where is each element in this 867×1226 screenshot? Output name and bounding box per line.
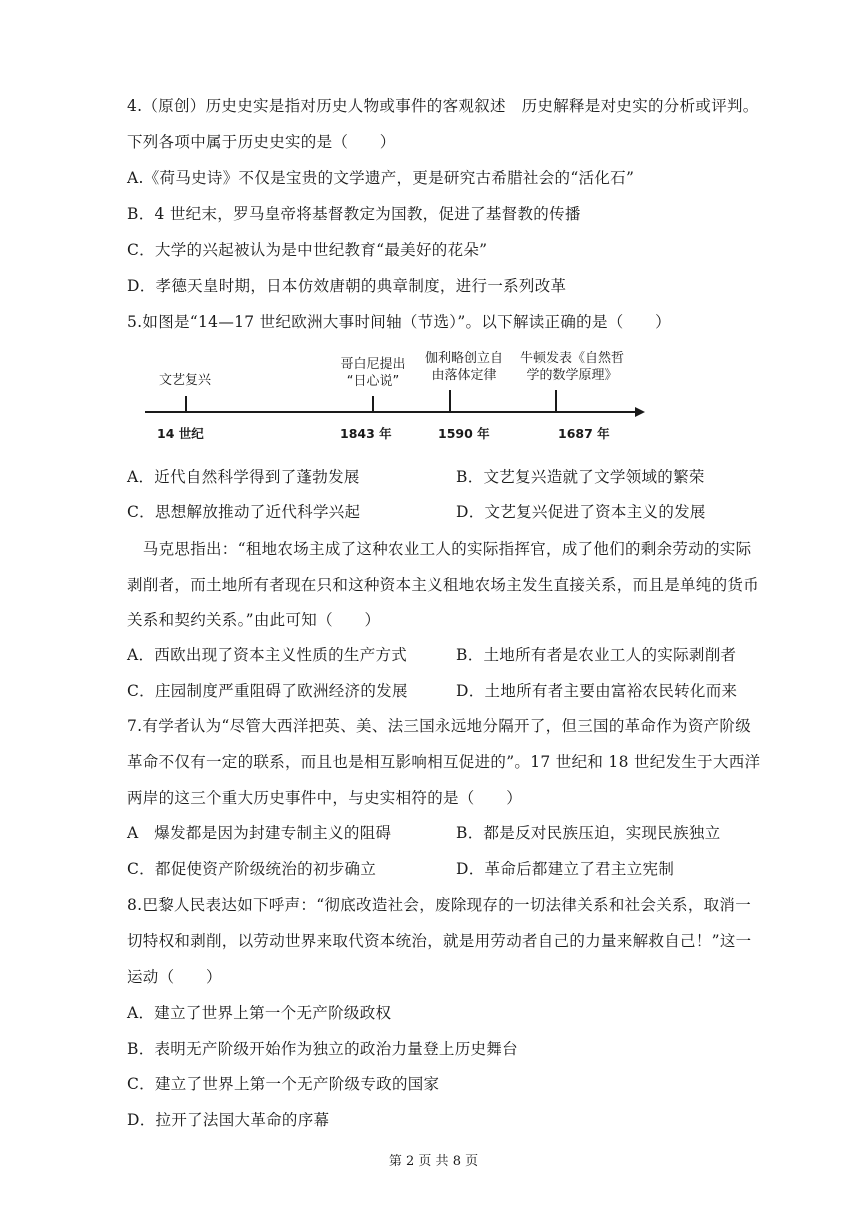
q4-option-a: A.《荷马史诗》不仅是宝贵的文学遗产，更是研究古希腊社会的“活化石” <box>127 169 635 187</box>
timeline-event-label: 牛顿发表《自然哲 学的数学原理》 <box>519 351 624 383</box>
q8-stem-line1: 8.巴黎人民表达如下呼声：“彻底改造社会，废除现存的一切法律关系和社会关系，取消一 <box>127 896 752 914</box>
q7-option-b: B．都是反对民族压迫，实现民族独立 <box>456 824 721 842</box>
q4-stem-line2: 下列各项中属于历史史实的是（ ） <box>127 133 396 151</box>
q4-option-d: D．孝德天皇时期，日本仿效唐朝的典章制度，进行一系列改革 <box>127 277 567 295</box>
q8-stem-line3: 运动（ ） <box>127 968 222 986</box>
q7-option-a: A 爆发都是因为封建专制主义的阻碍 <box>127 824 392 842</box>
q4-stem-line1: 4.（原创）历史史实是指对历史人物或事件的客观叙述 历史解释是对史实的分析或评判。 <box>127 97 759 115</box>
q5-option-a: A．近代自然科学得到了蓬勃发展 <box>127 468 360 486</box>
q5-option-b: B．文艺复兴造就了文学领域的繁荣 <box>456 468 705 486</box>
timeline-year: 1687 年 <box>558 426 610 441</box>
q8-option-c: C．建立了世界上第一个无产阶级专政的国家 <box>127 1075 440 1093</box>
q8-option-b: B．表明无产阶级开始作为独立的政治力量登上历史舞台 <box>127 1040 518 1058</box>
timeline-arrow-icon <box>635 407 645 417</box>
q8-option-d: D．拉开了法国大革命的序幕 <box>127 1111 330 1129</box>
q7-stem-line1: 7.有学者认为“尽管大西洋把英、美、法三国永远地分隔开了，但三国的革命作为资产阶级 <box>127 717 752 735</box>
q4-option-b: B．4 世纪末，罗马皇帝将基督教定为国教，促进了基督教的传播 <box>127 205 581 223</box>
q6-option-b: B．土地所有者是农业工人的实际剥削者 <box>456 646 737 664</box>
q6-option-c: C．庄园制度严重阻碍了欧洲经济的发展 <box>127 682 408 700</box>
q8-stem-line2: 切特权和剥削，以劳动世界来取代资本统治，就是用劳动者自己的力量来解救自己！”这一 <box>127 932 752 950</box>
q5-option-d: D．文艺复兴促进了资本主义的发展 <box>456 503 706 521</box>
timeline-event-label: 文艺复兴 <box>158 373 211 388</box>
timeline-year: 14 世纪 <box>157 426 204 441</box>
page-footer: 第 2 页 共 8 页 <box>388 1154 479 1169</box>
timeline-year: 1843 年 <box>340 426 392 441</box>
q6-stem-line2: 剥削者，而土地所有者现在只和这种资本主义租地农场主发生直接关系，而且是单纯的货币 <box>127 576 760 594</box>
q5-stem: 5.如图是“14—17 世纪欧洲大事时间轴（节选）”。以下解读正确的是（ ） <box>127 313 671 331</box>
timeline-event-label: 伽利略创立自 由落体定律 <box>424 351 503 383</box>
q6-option-a: A．西欧出现了资本主义性质的生产方式 <box>127 646 408 664</box>
q6-stem-line1: 马克思指出：“租地农场主成了这种农业工人的实际指挥官，成了他们的剩余劳动的实际 <box>127 540 752 558</box>
q7-stem-line2: 革命不仅有一定的联系，而且也是相互影响相互促进的”。17 世纪和 18 世纪发生于大西洋 <box>127 753 761 771</box>
q8-option-a: A．建立了世界上第一个无产阶级政权 <box>127 1004 392 1022</box>
q5-option-c: C．思想解放推动了近代科学兴起 <box>127 503 361 521</box>
timeline-year: 1590 年 <box>438 426 490 441</box>
q6-option-d: D．土地所有者主要由富裕农民转化而来 <box>456 682 738 700</box>
q7-stem-line3: 两岸的这三个重大历史事件中，与史实相符的是（ ） <box>127 789 523 807</box>
q4-option-c: C．大学的兴起被认为是中世纪教育“最美好的花朵” <box>127 241 488 259</box>
q7-option-c: C．都促使资产阶级统治的初步确立 <box>127 860 377 878</box>
q6-stem-line3: 关系和契约关系。”由此可知（ ） <box>127 611 381 629</box>
q7-option-d: D．革命后都建立了君主立宪制 <box>456 860 675 878</box>
timeline-event-label: 哥白尼提出 “日心说” <box>340 357 406 389</box>
